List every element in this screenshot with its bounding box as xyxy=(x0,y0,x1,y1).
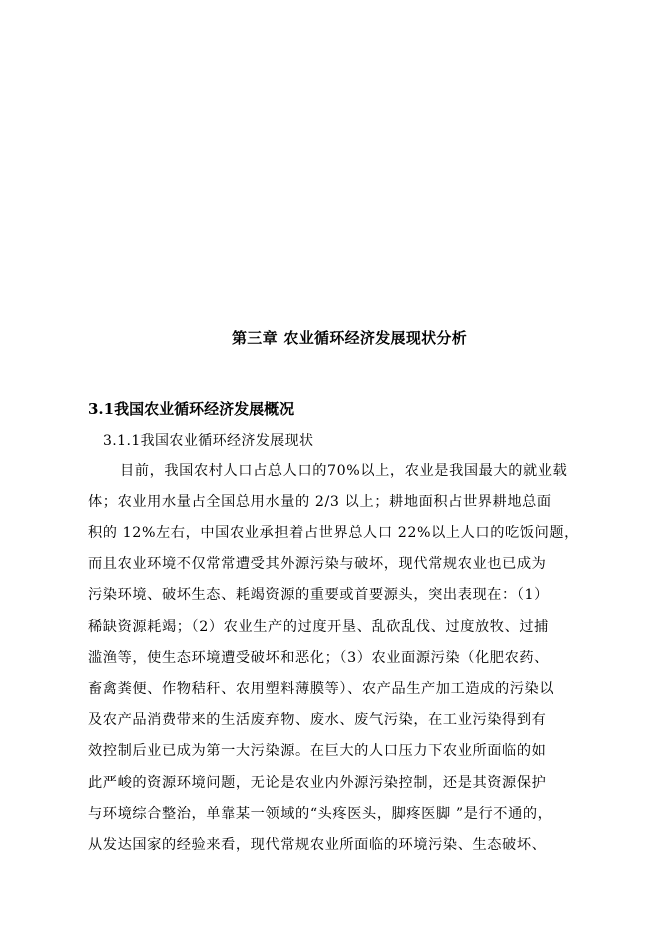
section-title: 3.1我国农业循环经济发展概况 xyxy=(88,400,295,418)
paragraph-line: 污染环境、破坏生态、耗竭资源的重要或首要源头，突出表现在：（1） xyxy=(88,587,549,603)
paragraph-line: 而且农业环境不仅常常遭受其外源污染与破坏，现代常规农业也已成为 xyxy=(88,556,547,572)
paragraph-line: 积的 12%左右，中国农业承担着占世界总人口 22%以上人口的吃饭问题， xyxy=(88,525,579,541)
paragraph-line: 目前，我国农村人口占总人口的70%以上，农业是我国最大的就业载 xyxy=(120,463,568,479)
paragraph-line: 稀缺资源耗竭；（2）农业生产的过度开垦、乱砍乱伐、过度放牧、过捕 xyxy=(88,619,549,635)
chapter-title: 第三章 农业循环经济发展现状分析 xyxy=(232,329,468,347)
paragraph-line: 与环境综合整治，单靠某一领域的“头疼医头，脚疼医脚 ”是行不通的， xyxy=(88,806,553,822)
paragraph-line: 畜禽粪便、作物秸秆、农用塑料薄膜等）、农产品生产加工造成的污染以 xyxy=(88,681,555,697)
paragraph-line: 体；农业用水量占全国总用水量的 2/3 以上；耕地面积占世界耕地总面 xyxy=(88,494,552,510)
paragraph-line: 滥渔等，使生态环境遭受破坏和恶化；（3）农业面源污染（化肥农药、 xyxy=(88,650,549,666)
paragraph-line: 及农产品消费带来的生活废弃物、废水、废气污染，在工业污染得到有 xyxy=(88,712,547,728)
paragraph-line: 效控制后业已成为第一大污染源。在巨大的人口压力下农业所面临的如 xyxy=(88,743,547,759)
paragraph-line: 从发达国家的经验来看，现代常规农业所面临的环境污染、生态破坏、 xyxy=(88,837,547,853)
paragraph-line: 此严峻的资源环境问题，无论是农业内外源污染控制，还是其资源保护 xyxy=(88,775,547,791)
subsection-title: 3.1.1我国农业循环经济发展现状 xyxy=(103,433,314,449)
